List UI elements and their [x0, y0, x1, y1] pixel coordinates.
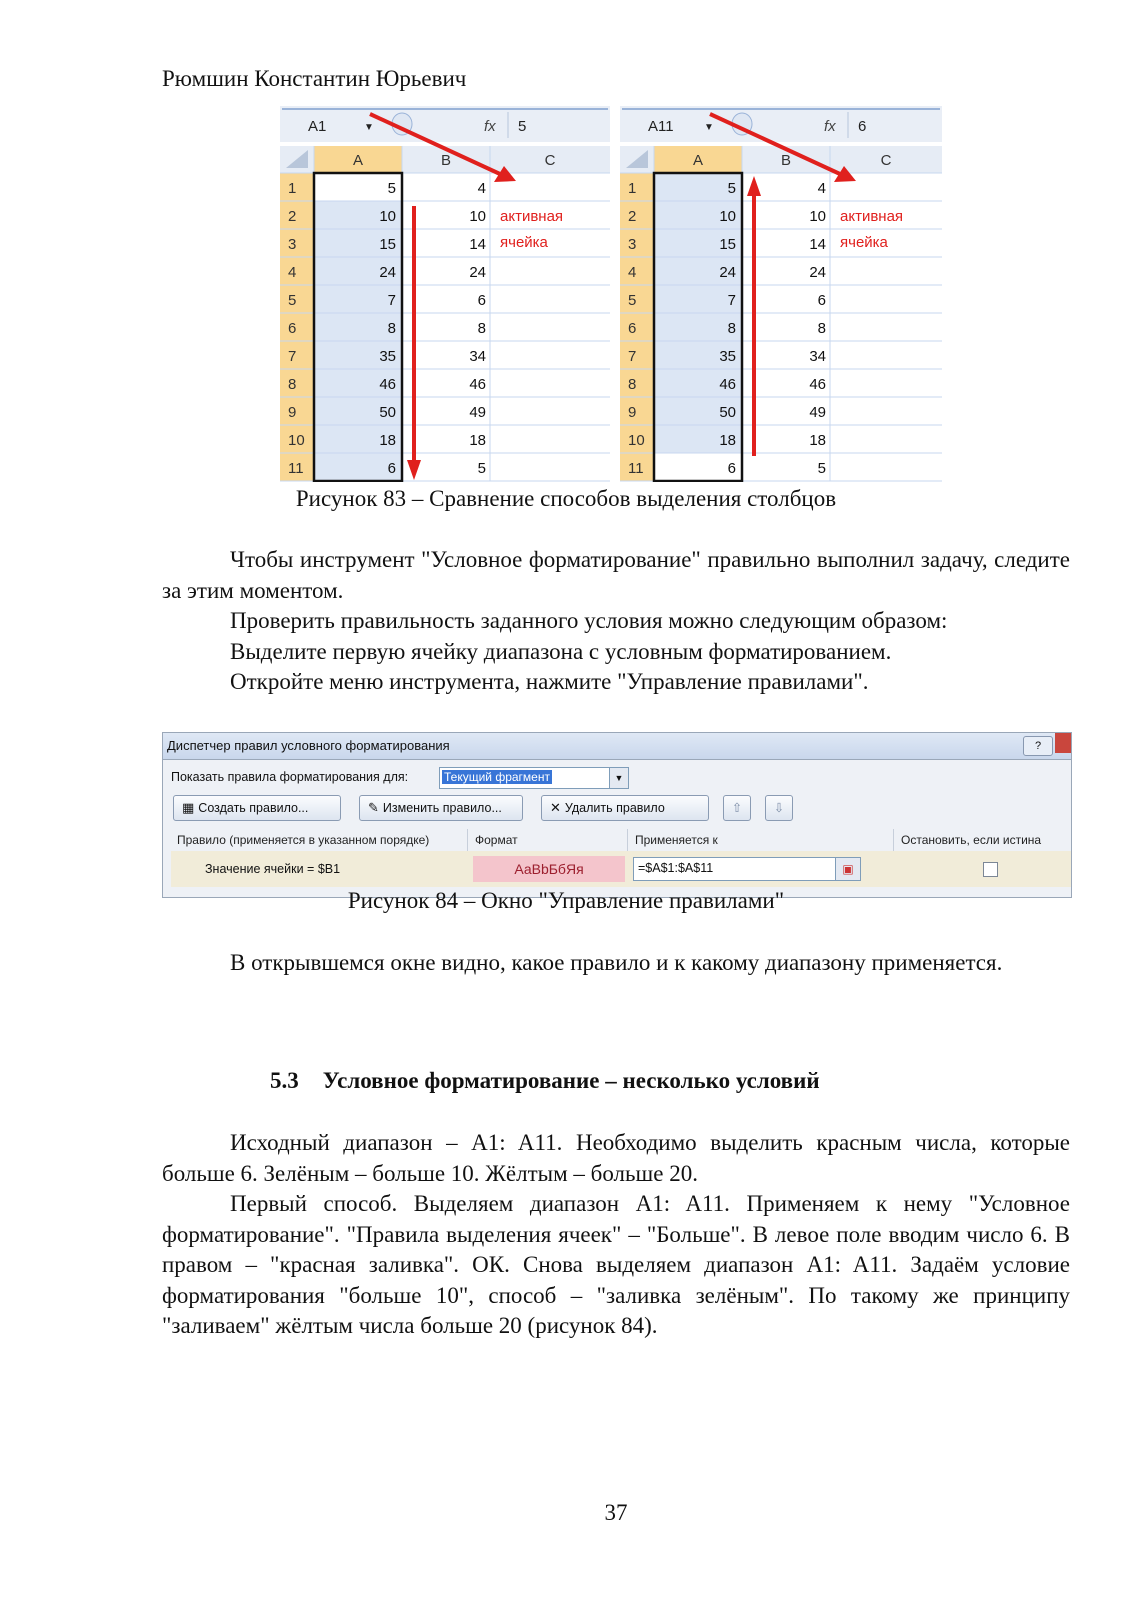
formula-bar-edge	[282, 108, 608, 110]
cell-b: 10	[809, 208, 826, 225]
edit-rule-button[interactable]	[359, 795, 523, 821]
column-header-stop-if-true: Остановить, если истина	[901, 833, 1042, 847]
row-number: 2	[288, 208, 297, 225]
cell-b: 5	[477, 460, 486, 477]
paragraph: Первый способ. Выделяем диапазон A1: A11. Применяем к нему "Условное форматирование". "Правила выделения ячеек" – "Больше". В левое поле вводим число 6. В правом – "красная заливка". ОК. Снова выделяем диапазон A1: A11. Задаём условие форматирования "больше 10", способ – "заливка зелёным". По такому же принципу "заливаем" жёлтым числа больше 20 (рисунок 84).	[162, 1191, 1070, 1338]
arrow-up-icon: ⇧	[731, 801, 743, 815]
chevron-down-icon: ▼	[364, 122, 374, 133]
cell-b: 14	[469, 236, 486, 253]
move-up-button[interactable]	[723, 795, 751, 821]
row-number: 5	[288, 292, 297, 309]
cell-b: 18	[809, 432, 826, 449]
column-divider	[467, 829, 468, 851]
formula-bar-edge	[622, 108, 940, 110]
cell-a: 18	[379, 432, 396, 449]
section-heading	[270, 1068, 820, 1094]
scope-value: Текущий фрагмент	[444, 770, 550, 784]
column-header: C	[880, 152, 892, 169]
cell-b: 4	[817, 180, 826, 197]
cell-a: 6	[727, 460, 736, 477]
author-name: Рюмшин Константин Юрьевич	[162, 66, 467, 91]
cell-b: 46	[469, 376, 486, 393]
rules-manager-dialog	[162, 732, 1072, 898]
cell-a: 6	[387, 460, 396, 477]
row-number: 7	[288, 348, 297, 365]
cell-a: 10	[719, 208, 736, 225]
cell-a: 15	[379, 236, 396, 253]
formula-bar	[280, 106, 610, 142]
column-header: A	[692, 152, 704, 169]
row-number: 3	[628, 236, 637, 253]
figure-83-caption: Рисунок 83 – Сравнение способов выделения столбцов	[295, 486, 837, 511]
show-rules-label: Показать правила форматирования для:	[171, 770, 409, 784]
fx-icon: fx	[824, 118, 836, 135]
delete-rule-button[interactable]	[541, 795, 709, 821]
cell-a: 8	[387, 320, 396, 337]
create-rule-button[interactable]	[173, 795, 341, 821]
cell-a: 15	[719, 236, 736, 253]
column-header: C	[544, 152, 556, 169]
cell-b: 10	[469, 208, 486, 225]
cell-a: 24	[379, 264, 396, 281]
paragraph: В открывшемся окне видно, какое правило и к какому диапазону применяется.	[230, 950, 1003, 975]
cell-b: 46	[809, 376, 826, 393]
cell-b: 18	[469, 432, 486, 449]
excel-sheet-left	[280, 106, 610, 487]
cell-b: 6	[817, 292, 826, 309]
row-number: 8	[628, 376, 637, 393]
row-number: 4	[288, 264, 297, 281]
active-cell-label: активная	[500, 208, 564, 225]
column-divider	[627, 829, 628, 851]
figure-84-caption: Рисунок 84 – Окно "Управление правилами"	[347, 888, 785, 913]
fx-icon: fx	[484, 118, 496, 135]
stop-if-true-checkbox[interactable]	[983, 862, 998, 877]
column-header-rule: Правило (применяется в указанном порядке)	[177, 833, 430, 847]
close-button[interactable]	[1055, 733, 1071, 753]
arrowhead-icon	[407, 460, 421, 480]
cell-b: 24	[469, 264, 486, 281]
formula-value: 6	[858, 118, 867, 135]
create-rule-label: Создать правило...	[198, 801, 309, 815]
row-number: 5	[628, 292, 637, 309]
name-box: A11	[648, 118, 674, 135]
help-button[interactable]: ?	[1023, 736, 1053, 756]
cell-a: 35	[379, 348, 396, 365]
row-number: 6	[628, 320, 637, 337]
row-number: 1	[288, 180, 297, 197]
applies-to-value: =$A$1:$A$11	[638, 861, 714, 875]
cell-b: 34	[809, 348, 826, 365]
cell-a: 18	[719, 432, 736, 449]
body-text-3	[162, 1128, 1070, 1342]
edit-rule-label: Изменить правило...	[382, 801, 502, 815]
active-cell-label: ячейка	[840, 234, 888, 251]
paragraph: Выделите первую ячейку диапазона с условным форматированием.	[230, 638, 892, 664]
cell-a: 5	[727, 180, 736, 197]
cell-a: 7	[727, 292, 736, 309]
cell-a: 7	[387, 292, 396, 309]
cell-b: 24	[809, 264, 826, 281]
name-box: A1	[308, 118, 327, 135]
active-cell-label: ячейка	[500, 234, 548, 251]
row-number: 2	[628, 208, 637, 225]
cell-b: 6	[477, 292, 486, 309]
format-preview: АаBbБбЯя	[473, 856, 625, 882]
column-header: B	[780, 152, 792, 169]
row-number: 8	[288, 376, 297, 393]
chevron-down-icon[interactable]: ▼	[609, 768, 628, 788]
row-number: 1	[628, 180, 637, 197]
scope-select[interactable]	[439, 767, 629, 789]
row-number: 10	[288, 432, 305, 449]
row-number: 4	[628, 264, 637, 281]
new-rule-icon: ▦	[182, 800, 195, 815]
row-number: 6	[288, 320, 297, 337]
arrowhead-icon	[747, 176, 761, 196]
cell-a: 5	[387, 180, 396, 197]
cell-a: 10	[379, 208, 396, 225]
row-number: 11	[628, 460, 644, 477]
range-picker-icon[interactable]: ▣	[835, 858, 860, 880]
cell-b: 8	[477, 320, 486, 337]
row-number: 9	[288, 404, 297, 421]
cell-b: 5	[817, 460, 826, 477]
column-header-format: Формат	[475, 833, 518, 847]
paragraph: Откройте меню инструмента, нажмите "Управление правилами".	[230, 669, 869, 694]
cell-a: 46	[379, 376, 396, 393]
body-text-2	[162, 948, 1070, 979]
formula-value: 5	[518, 118, 527, 135]
column-header-applies-to: Применяется к	[635, 833, 718, 847]
cell-b: 34	[469, 348, 486, 365]
row-number: 9	[628, 404, 637, 421]
arrow-down-icon: ⇩	[773, 801, 785, 815]
cell-b: 4	[477, 180, 486, 197]
active-cell-label: активная	[840, 208, 904, 225]
paragraph: Проверить правильность заданного условия можно следующим образом:	[230, 608, 948, 633]
cell-a: 8	[727, 320, 736, 337]
delete-rule-label: Удалить правило	[564, 801, 665, 815]
cell-b: 8	[817, 320, 826, 337]
cell-a: 50	[719, 404, 736, 421]
row-number: 7	[628, 348, 637, 365]
applies-to-input[interactable]	[633, 857, 861, 881]
column-divider	[893, 829, 894, 851]
excel-sheet-right	[620, 106, 942, 487]
dialog-title: Диспетчер правил условного форматирования	[167, 738, 450, 753]
column-header: A	[352, 152, 364, 169]
cell-a: 50	[379, 404, 396, 421]
edit-rule-icon: ✎	[368, 800, 379, 815]
rule-condition: Значение ячейки = $B1	[205, 862, 341, 876]
section-title: Условное форматирование – несколько условий	[322, 1068, 820, 1093]
close-icon: ✕	[550, 800, 561, 815]
rule-row[interactable]	[171, 851, 1071, 887]
cell-a: 24	[719, 264, 736, 281]
cell-b: 49	[809, 404, 826, 421]
paragraph: Чтобы инструмент "Условное форматирование" правильно выполнил задачу, следите за этим моментом.	[162, 547, 1070, 603]
column-header: B	[440, 152, 452, 169]
row-number: 10	[628, 432, 645, 449]
cell-a: 46	[719, 376, 736, 393]
cell-b: 49	[469, 404, 486, 421]
cell-b: 14	[809, 236, 826, 253]
row-number: 3	[288, 236, 297, 253]
dialog-titlebar	[163, 733, 1071, 760]
row-number: 11	[288, 460, 304, 477]
move-down-button[interactable]	[765, 795, 793, 821]
paragraph: Исходный диапазон – A1: A11. Необходимо выделить красным числа, которые больше 6. Зелёным – больше 10. Жёлтым – больше 20.	[162, 1130, 1070, 1186]
section-number: 5.3	[270, 1068, 299, 1093]
chevron-down-icon: ▼	[704, 122, 714, 133]
body-text-1	[162, 545, 1070, 698]
cell-a: 35	[719, 348, 736, 365]
page-number: 37	[604, 1500, 628, 1525]
